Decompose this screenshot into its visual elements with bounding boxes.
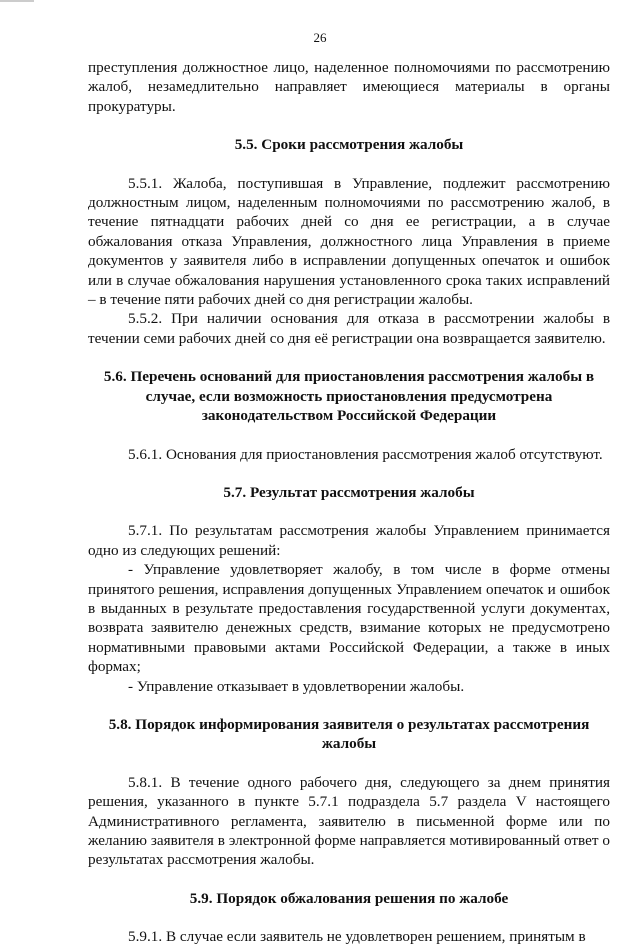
list-item-satisfy: - Управление удовлетворяет жалобу, в том числе в форме отмены принятого решения, исправления допущенных Управлением опечаток и ошибок в выданных в результате предоставления государственной услуги документах, возврата заявителю денежных средств, взимание которых не предусмотрено нормативными правовыми актами Российской Федерации, а также в иных формах; — [88, 561, 610, 676]
section-heading-5-9: 5.9. Порядок обжалования решения по жалобе — [189, 889, 509, 907]
section-heading-5-8: 5.8. Порядок информирования заявителя о результатах рассмотрения жалобы — [108, 715, 590, 753]
section-heading-5-6: 5.6. Перечень оснований для приостановления рассмотрения жалобы в случае, если возможность приостановления предусмотрена законодательством Российской Федерации — [103, 368, 595, 425]
paragraph-continuation: преступления должностное лицо, наделенное полномочиями по рассмотрению жалоб, незамедлительно направляет имеющиеся материалы в органы прокуратуры. — [88, 59, 610, 115]
paragraph-5-7-1: 5.7.1. По результатам рассмотрения жалобы Управлением принимается одно из следующих решений: — [88, 522, 610, 559]
paragraph-5-6-1: 5.6.1. Основания для приостановления рассмотрения жалоб отсутствуют. — [128, 445, 603, 463]
section-heading-5-7: 5.7. Результат рассмотрения жалобы — [223, 483, 475, 501]
paragraph-5-9-1: 5.9.1. В случае если заявитель не удовлетворен решением, принятым в — [128, 928, 586, 946]
paragraph-5-8-1: 5.8.1. В течение одного рабочего дня, следующего за днем принятия решения, указанного в пункте 5.7.1 подраздела 5.7 раздела V настоящего Административного регламента, заявителю в письменной форме или по желанию заявителя в электронной форме направляется мотивированный ответ о результатах рассмотрения жалобы. — [88, 773, 610, 869]
scan-edge-mark — [0, 0, 34, 2]
page-number: 26 — [313, 30, 327, 45]
list-item-refuse: - Управление отказывает в удовлетворении жалобы. — [128, 677, 465, 695]
paragraph-5-5-2: 5.5.2. При наличии основания для отказа в рассмотрении жалобы в течении семи рабочих дней со дня её регистрации она возвращается заявителю. — [88, 310, 610, 347]
document-body — [88, 58, 610, 947]
section-heading-5-5: 5.5. Сроки рассмотрения жалобы — [234, 136, 464, 154]
paragraph-5-5-1: 5.5.1. Жалоба, поступившая в Управление, подлежит рассмотрению должностным лицом, наделенным полномочиями по рассмотрению жалоб, в течение пятнадцати рабочих дней со дня ее регистрации, а в случае обжалования отказа Управления, должностного лица Управления в приеме документов у заявителя либо в исправлении допущенных опечаток и ошибок или в случае обжалования нарушения установленного срока таких исправлений – в течение пяти рабочих дней со дня регистрации жалобы. — [88, 174, 610, 309]
